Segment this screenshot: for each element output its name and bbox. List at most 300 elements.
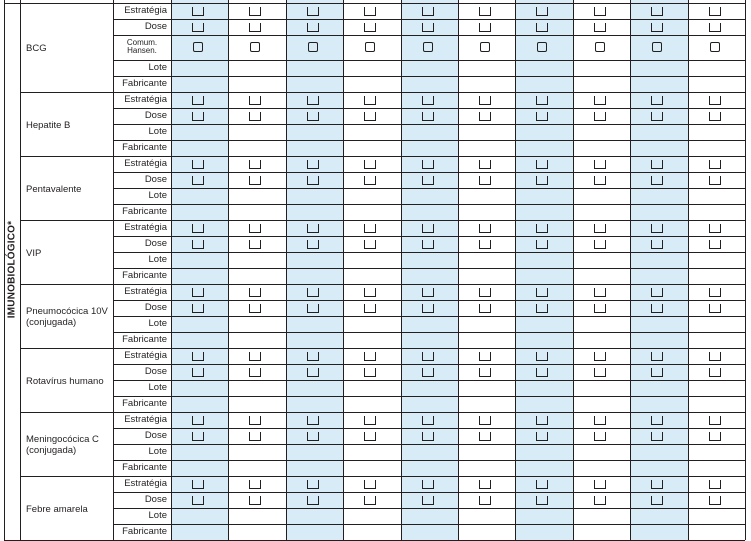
fabricante-input[interactable] — [631, 77, 686, 91]
lote-input[interactable] — [631, 253, 686, 267]
comum-hansen-checkbox[interactable] — [308, 42, 318, 52]
fabricante-input[interactable] — [402, 141, 457, 155]
lote-input[interactable] — [229, 509, 284, 523]
dose-input[interactable] — [479, 240, 491, 249]
lote-input[interactable] — [229, 189, 284, 203]
fabricante-input[interactable] — [344, 333, 399, 347]
lote-input[interactable] — [459, 509, 514, 523]
fabricante-input[interactable] — [229, 269, 284, 283]
comum-hansen-checkbox[interactable] — [537, 42, 547, 52]
dose-input[interactable] — [307, 304, 319, 313]
lote-input[interactable] — [516, 253, 571, 267]
estrategia-input[interactable] — [536, 224, 548, 233]
dose-input[interactable] — [594, 496, 606, 505]
estrategia-input[interactable] — [307, 160, 319, 169]
fabricante-input[interactable] — [287, 205, 342, 219]
estrategia-input[interactable] — [479, 7, 491, 16]
dose-input[interactable] — [594, 432, 606, 441]
estrategia-input[interactable] — [249, 416, 261, 425]
fabricante-input[interactable] — [287, 269, 342, 283]
estrategia-input[interactable] — [651, 7, 663, 16]
estrategia-input[interactable] — [364, 352, 376, 361]
lote-input[interactable] — [689, 125, 744, 139]
fabricante-input[interactable] — [631, 333, 686, 347]
dose-input[interactable] — [307, 23, 319, 32]
dose-input[interactable] — [192, 304, 204, 313]
fabricante-input[interactable] — [459, 333, 514, 347]
comum-hansen-checkbox[interactable] — [250, 42, 260, 52]
fabricante-input[interactable] — [344, 461, 399, 475]
dose-input[interactable] — [192, 23, 204, 32]
estrategia-input[interactable] — [307, 7, 319, 16]
estrategia-input[interactable] — [422, 96, 434, 105]
comum-hansen-checkbox[interactable] — [365, 42, 375, 52]
fabricante-input[interactable] — [287, 461, 342, 475]
estrategia-input[interactable] — [364, 160, 376, 169]
estrategia-input[interactable] — [364, 224, 376, 233]
estrategia-input[interactable] — [479, 288, 491, 297]
fabricante-input[interactable] — [574, 77, 629, 91]
lote-input[interactable] — [229, 381, 284, 395]
dose-input[interactable] — [422, 240, 434, 249]
fabricante-input[interactable] — [229, 397, 284, 411]
lote-input[interactable] — [229, 445, 284, 459]
lote-input[interactable] — [689, 445, 744, 459]
dose-input[interactable] — [307, 112, 319, 121]
fabricante-input[interactable] — [574, 461, 629, 475]
lote-input[interactable] — [172, 317, 227, 331]
fabricante-input[interactable] — [344, 141, 399, 155]
lote-input[interactable] — [287, 509, 342, 523]
lote-input[interactable] — [172, 381, 227, 395]
fabricante-input[interactable] — [229, 525, 284, 539]
lote-input[interactable] — [574, 125, 629, 139]
estrategia-input[interactable] — [594, 224, 606, 233]
lote-input[interactable] — [287, 445, 342, 459]
fabricante-input[interactable] — [287, 397, 342, 411]
lote-input[interactable] — [516, 317, 571, 331]
fabricante-input[interactable] — [574, 333, 629, 347]
estrategia-input[interactable] — [479, 480, 491, 489]
fabricante-input[interactable] — [516, 525, 571, 539]
dose-input[interactable] — [249, 112, 261, 121]
dose-input[interactable] — [422, 496, 434, 505]
dose-input[interactable] — [249, 368, 261, 377]
lote-input[interactable] — [344, 381, 399, 395]
comum-hansen-checkbox[interactable] — [423, 42, 433, 52]
fabricante-input[interactable] — [172, 525, 227, 539]
lote-input[interactable] — [402, 509, 457, 523]
dose-input[interactable] — [651, 368, 663, 377]
estrategia-input[interactable] — [249, 160, 261, 169]
fabricante-input[interactable] — [229, 333, 284, 347]
dose-input[interactable] — [594, 176, 606, 185]
dose-input[interactable] — [249, 23, 261, 32]
dose-input[interactable] — [651, 496, 663, 505]
estrategia-input[interactable] — [709, 288, 721, 297]
estrategia-input[interactable] — [422, 7, 434, 16]
fabricante-input[interactable] — [689, 397, 744, 411]
dose-input[interactable] — [536, 23, 548, 32]
estrategia-input[interactable] — [479, 96, 491, 105]
fabricante-input[interactable] — [459, 525, 514, 539]
fabricante-input[interactable] — [172, 77, 227, 91]
estrategia-input[interactable] — [249, 224, 261, 233]
dose-input[interactable] — [479, 304, 491, 313]
lote-input[interactable] — [631, 509, 686, 523]
dose-input[interactable] — [709, 112, 721, 121]
estrategia-input[interactable] — [364, 416, 376, 425]
fabricante-input[interactable] — [459, 461, 514, 475]
estrategia-input[interactable] — [594, 96, 606, 105]
dose-input[interactable] — [536, 176, 548, 185]
dose-input[interactable] — [594, 304, 606, 313]
fabricante-input[interactable] — [516, 269, 571, 283]
fabricante-input[interactable] — [631, 397, 686, 411]
lote-input[interactable] — [344, 317, 399, 331]
estrategia-input[interactable] — [307, 224, 319, 233]
fabricante-input[interactable] — [229, 141, 284, 155]
estrategia-input[interactable] — [479, 224, 491, 233]
estrategia-input[interactable] — [709, 416, 721, 425]
estrategia-input[interactable] — [249, 96, 261, 105]
fabricante-input[interactable] — [402, 525, 457, 539]
lote-input[interactable] — [344, 445, 399, 459]
lote-input[interactable] — [516, 61, 571, 75]
lote-input[interactable] — [459, 189, 514, 203]
lote-input[interactable] — [516, 381, 571, 395]
estrategia-input[interactable] — [192, 288, 204, 297]
dose-input[interactable] — [307, 368, 319, 377]
lote-input[interactable] — [631, 61, 686, 75]
lote-input[interactable] — [344, 509, 399, 523]
dose-input[interactable] — [249, 432, 261, 441]
lote-input[interactable] — [402, 125, 457, 139]
estrategia-input[interactable] — [651, 352, 663, 361]
lote-input[interactable] — [631, 317, 686, 331]
lote-input[interactable] — [631, 381, 686, 395]
lote-input[interactable] — [229, 125, 284, 139]
estrategia-input[interactable] — [709, 480, 721, 489]
lote-input[interactable] — [402, 189, 457, 203]
estrategia-input[interactable] — [364, 288, 376, 297]
estrategia-input[interactable] — [536, 480, 548, 489]
dose-input[interactable] — [249, 304, 261, 313]
lote-input[interactable] — [172, 61, 227, 75]
fabricante-input[interactable] — [459, 205, 514, 219]
estrategia-input[interactable] — [422, 416, 434, 425]
lote-input[interactable] — [287, 125, 342, 139]
lote-input[interactable] — [402, 61, 457, 75]
dose-input[interactable] — [479, 112, 491, 121]
dose-input[interactable] — [364, 496, 376, 505]
estrategia-input[interactable] — [594, 160, 606, 169]
estrategia-input[interactable] — [422, 480, 434, 489]
lote-input[interactable] — [287, 61, 342, 75]
comum-hansen-checkbox[interactable] — [595, 42, 605, 52]
fabricante-input[interactable] — [402, 461, 457, 475]
dose-input[interactable] — [307, 432, 319, 441]
estrategia-input[interactable] — [192, 224, 204, 233]
lote-input[interactable] — [459, 61, 514, 75]
dose-input[interactable] — [249, 496, 261, 505]
fabricante-input[interactable] — [631, 269, 686, 283]
estrategia-input[interactable] — [422, 288, 434, 297]
dose-input[interactable] — [651, 23, 663, 32]
lote-input[interactable] — [689, 317, 744, 331]
dose-input[interactable] — [192, 240, 204, 249]
dose-input[interactable] — [249, 240, 261, 249]
lote-input[interactable] — [229, 61, 284, 75]
estrategia-input[interactable] — [536, 416, 548, 425]
estrategia-input[interactable] — [709, 352, 721, 361]
dose-input[interactable] — [594, 368, 606, 377]
estrategia-input[interactable] — [651, 480, 663, 489]
dose-input[interactable] — [249, 176, 261, 185]
fabricante-input[interactable] — [516, 205, 571, 219]
fabricante-input[interactable] — [402, 205, 457, 219]
lote-input[interactable] — [459, 317, 514, 331]
dose-input[interactable] — [364, 304, 376, 313]
fabricante-input[interactable] — [689, 77, 744, 91]
dose-input[interactable] — [536, 432, 548, 441]
dose-input[interactable] — [364, 112, 376, 121]
dose-input[interactable] — [422, 112, 434, 121]
estrategia-input[interactable] — [479, 416, 491, 425]
estrategia-input[interactable] — [307, 288, 319, 297]
dose-input[interactable] — [536, 112, 548, 121]
dose-input[interactable] — [192, 112, 204, 121]
dose-input[interactable] — [364, 240, 376, 249]
fabricante-input[interactable] — [574, 269, 629, 283]
dose-input[interactable] — [364, 176, 376, 185]
lote-input[interactable] — [574, 189, 629, 203]
fabricante-input[interactable] — [459, 397, 514, 411]
fabricante-input[interactable] — [229, 205, 284, 219]
fabricante-input[interactable] — [574, 397, 629, 411]
lote-input[interactable] — [287, 253, 342, 267]
fabricante-input[interactable] — [402, 397, 457, 411]
estrategia-input[interactable] — [192, 96, 204, 105]
dose-input[interactable] — [536, 368, 548, 377]
estrategia-input[interactable] — [192, 7, 204, 16]
fabricante-input[interactable] — [172, 397, 227, 411]
estrategia-input[interactable] — [536, 7, 548, 16]
fabricante-input[interactable] — [631, 141, 686, 155]
fabricante-input[interactable] — [631, 205, 686, 219]
estrategia-input[interactable] — [594, 416, 606, 425]
fabricante-input[interactable] — [516, 397, 571, 411]
fabricante-input[interactable] — [344, 205, 399, 219]
fabricante-input[interactable] — [459, 269, 514, 283]
fabricante-input[interactable] — [631, 461, 686, 475]
lote-input[interactable] — [516, 125, 571, 139]
lote-input[interactable] — [229, 317, 284, 331]
estrategia-input[interactable] — [307, 480, 319, 489]
fabricante-input[interactable] — [287, 333, 342, 347]
dose-input[interactable] — [192, 432, 204, 441]
estrategia-input[interactable] — [651, 96, 663, 105]
dose-input[interactable] — [422, 432, 434, 441]
estrategia-input[interactable] — [594, 352, 606, 361]
estrategia-input[interactable] — [422, 224, 434, 233]
estrategia-input[interactable] — [307, 352, 319, 361]
lote-input[interactable] — [574, 253, 629, 267]
estrategia-input[interactable] — [249, 7, 261, 16]
dose-input[interactable] — [479, 496, 491, 505]
dose-input[interactable] — [594, 112, 606, 121]
estrategia-input[interactable] — [709, 160, 721, 169]
lote-input[interactable] — [574, 445, 629, 459]
estrategia-input[interactable] — [192, 352, 204, 361]
dose-input[interactable] — [192, 496, 204, 505]
lote-input[interactable] — [689, 509, 744, 523]
dose-input[interactable] — [709, 23, 721, 32]
estrategia-input[interactable] — [536, 288, 548, 297]
lote-input[interactable] — [631, 189, 686, 203]
fabricante-input[interactable] — [287, 77, 342, 91]
dose-input[interactable] — [709, 432, 721, 441]
estrategia-input[interactable] — [479, 160, 491, 169]
lote-input[interactable] — [516, 509, 571, 523]
lote-input[interactable] — [516, 445, 571, 459]
fabricante-input[interactable] — [689, 205, 744, 219]
estrategia-input[interactable] — [422, 160, 434, 169]
estrategia-input[interactable] — [307, 416, 319, 425]
lote-input[interactable] — [287, 189, 342, 203]
lote-input[interactable] — [402, 381, 457, 395]
estrategia-input[interactable] — [594, 288, 606, 297]
lote-input[interactable] — [229, 253, 284, 267]
dose-input[interactable] — [709, 304, 721, 313]
comum-hansen-checkbox[interactable] — [480, 42, 490, 52]
lote-input[interactable] — [287, 317, 342, 331]
lote-input[interactable] — [459, 125, 514, 139]
estrategia-input[interactable] — [364, 96, 376, 105]
fabricante-input[interactable] — [459, 77, 514, 91]
lote-input[interactable] — [344, 61, 399, 75]
lote-input[interactable] — [459, 445, 514, 459]
lote-input[interactable] — [689, 61, 744, 75]
dose-input[interactable] — [192, 176, 204, 185]
lote-input[interactable] — [344, 189, 399, 203]
dose-input[interactable] — [422, 304, 434, 313]
fabricante-input[interactable] — [229, 461, 284, 475]
estrategia-input[interactable] — [422, 352, 434, 361]
estrategia-input[interactable] — [709, 7, 721, 16]
lote-input[interactable] — [459, 381, 514, 395]
lote-input[interactable] — [689, 189, 744, 203]
dose-input[interactable] — [536, 240, 548, 249]
fabricante-input[interactable] — [516, 461, 571, 475]
dose-input[interactable] — [307, 240, 319, 249]
lote-input[interactable] — [402, 253, 457, 267]
fabricante-input[interactable] — [344, 397, 399, 411]
fabricante-input[interactable] — [344, 525, 399, 539]
lote-input[interactable] — [172, 125, 227, 139]
comum-hansen-checkbox[interactable] — [193, 42, 203, 52]
fabricante-input[interactable] — [574, 525, 629, 539]
dose-input[interactable] — [364, 368, 376, 377]
comum-hansen-checkbox[interactable] — [652, 42, 662, 52]
lote-input[interactable] — [402, 317, 457, 331]
estrategia-input[interactable] — [594, 480, 606, 489]
dose-input[interactable] — [709, 240, 721, 249]
lote-input[interactable] — [402, 445, 457, 459]
lote-input[interactable] — [172, 509, 227, 523]
dose-input[interactable] — [422, 368, 434, 377]
fabricante-input[interactable] — [172, 205, 227, 219]
fabricante-input[interactable] — [344, 269, 399, 283]
fabricante-input[interactable] — [689, 461, 744, 475]
estrategia-input[interactable] — [536, 96, 548, 105]
dose-input[interactable] — [709, 496, 721, 505]
lote-input[interactable] — [689, 253, 744, 267]
lote-input[interactable] — [631, 125, 686, 139]
lote-input[interactable] — [172, 189, 227, 203]
lote-input[interactable] — [172, 253, 227, 267]
estrategia-input[interactable] — [594, 7, 606, 16]
fabricante-input[interactable] — [459, 141, 514, 155]
fabricante-input[interactable] — [689, 333, 744, 347]
fabricante-input[interactable] — [689, 525, 744, 539]
estrategia-input[interactable] — [651, 288, 663, 297]
fabricante-input[interactable] — [172, 269, 227, 283]
fabricante-input[interactable] — [172, 141, 227, 155]
fabricante-input[interactable] — [402, 333, 457, 347]
dose-input[interactable] — [307, 176, 319, 185]
dose-input[interactable] — [364, 23, 376, 32]
fabricante-input[interactable] — [287, 525, 342, 539]
dose-input[interactable] — [651, 112, 663, 121]
estrategia-input[interactable] — [307, 96, 319, 105]
dose-input[interactable] — [651, 432, 663, 441]
fabricante-input[interactable] — [516, 141, 571, 155]
estrategia-input[interactable] — [192, 480, 204, 489]
lote-input[interactable] — [172, 445, 227, 459]
estrategia-input[interactable] — [709, 224, 721, 233]
dose-input[interactable] — [479, 368, 491, 377]
estrategia-input[interactable] — [651, 416, 663, 425]
fabricante-input[interactable] — [689, 141, 744, 155]
fabricante-input[interactable] — [172, 461, 227, 475]
dose-input[interactable] — [422, 176, 434, 185]
fabricante-input[interactable] — [574, 141, 629, 155]
estrategia-input[interactable] — [709, 96, 721, 105]
dose-input[interactable] — [594, 23, 606, 32]
estrategia-input[interactable] — [536, 352, 548, 361]
estrategia-input[interactable] — [536, 160, 548, 169]
dose-input[interactable] — [709, 368, 721, 377]
lote-input[interactable] — [574, 317, 629, 331]
estrategia-input[interactable] — [192, 160, 204, 169]
dose-input[interactable] — [422, 23, 434, 32]
lote-input[interactable] — [574, 509, 629, 523]
estrategia-input[interactable] — [249, 352, 261, 361]
lote-input[interactable] — [516, 189, 571, 203]
estrategia-input[interactable] — [479, 352, 491, 361]
estrategia-input[interactable] — [249, 480, 261, 489]
fabricante-input[interactable] — [344, 77, 399, 91]
estrategia-input[interactable] — [364, 7, 376, 16]
dose-input[interactable] — [192, 368, 204, 377]
dose-input[interactable] — [479, 23, 491, 32]
fabricante-input[interactable] — [172, 333, 227, 347]
fabricante-input[interactable] — [287, 141, 342, 155]
fabricante-input[interactable] — [574, 205, 629, 219]
dose-input[interactable] — [479, 432, 491, 441]
fabricante-input[interactable] — [516, 333, 571, 347]
